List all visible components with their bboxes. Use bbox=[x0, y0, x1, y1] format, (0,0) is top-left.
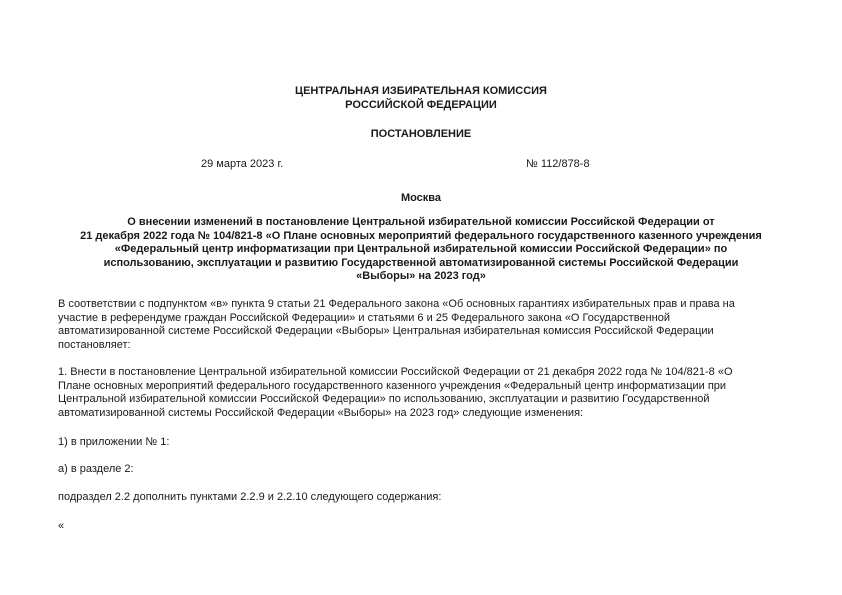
document-type: ПОСТАНОВЛЕНИЕ bbox=[370, 128, 472, 140]
title-line: «Федеральный центр информатизации при Центральной избирательной комиссии Российской Федерации» по bbox=[114, 243, 728, 255]
authority-line-2: РОССИЙСКОЙ ФЕДЕРАЦИИ bbox=[345, 99, 497, 111]
preamble-paragraph bbox=[58, 298, 788, 352]
paragraph-line: участие в референдуме граждан Российской Федерации» и статьями 6 и 25 Федерального закона «О Государственной bbox=[58, 311, 670, 324]
annex-paragraph: 1) в приложении № 1: bbox=[58, 436, 170, 448]
title-line: 21 декабря 2022 года № 104/821-8 «О Плане основных мероприятий федерального государственного казенного учреждения bbox=[80, 229, 762, 242]
title-line: использованию, эксплуатации и развитию Государственной автоматизированной системы Российской Федерации bbox=[103, 256, 739, 269]
subsection-paragraph: подраздел 2.2 дополнить пунктами 2.2.9 и 2.2.10 следующего содержания: bbox=[58, 491, 442, 503]
document-number: № 112/878-8 bbox=[526, 158, 590, 170]
document-date: 29 марта 2023 г. bbox=[201, 158, 284, 170]
paragraph-line: В соответствии с подпунктом «в» пункта 9 статьи 21 Федерального закона «Об основных гарантиях избирательных прав и права на bbox=[58, 298, 735, 310]
title-line: О внесении изменений в постановление Центральной избирательной комиссии Российской Федерации от bbox=[127, 216, 715, 228]
paragraph-line: Плане основных мероприятий федерального государственного казенного учреждения «Федеральный центр информатизации при bbox=[58, 379, 727, 392]
document-city: Москва bbox=[400, 192, 442, 204]
paragraph-line: автоматизированной системы Российской Федерации «Выборы» на 2023 год» следующие изменения: bbox=[58, 406, 584, 419]
authority-line-1: ЦЕНТРАЛЬНАЯ ИЗБИРАТЕЛЬНАЯ КОМИССИЯ bbox=[295, 85, 547, 97]
item-1-paragraph bbox=[58, 366, 788, 420]
document-title bbox=[58, 216, 784, 284]
paragraph-line: постановляет: bbox=[58, 338, 131, 351]
opening-quote-mark: « bbox=[58, 520, 65, 532]
section-paragraph: а) в разделе 2: bbox=[58, 463, 134, 475]
paragraph-line: автоматизированной системе Российской Федерации «Выборы» Центральная избирательная комиссия Российской Федерации bbox=[58, 325, 714, 337]
paragraph-line: 1. Внести в постановление Центральной избирательной комиссии Российской Федерации от 21 декабря 2022 года № 104/821-8 «О bbox=[58, 366, 733, 378]
issuing-authority bbox=[0, 84, 842, 112]
title-line: «Выборы» на 2023 год» bbox=[356, 270, 486, 282]
paragraph-line: Центральной избирательной комиссии Российской Федерации» по использованию, эксплуатации и развитию Государственной bbox=[58, 393, 710, 405]
